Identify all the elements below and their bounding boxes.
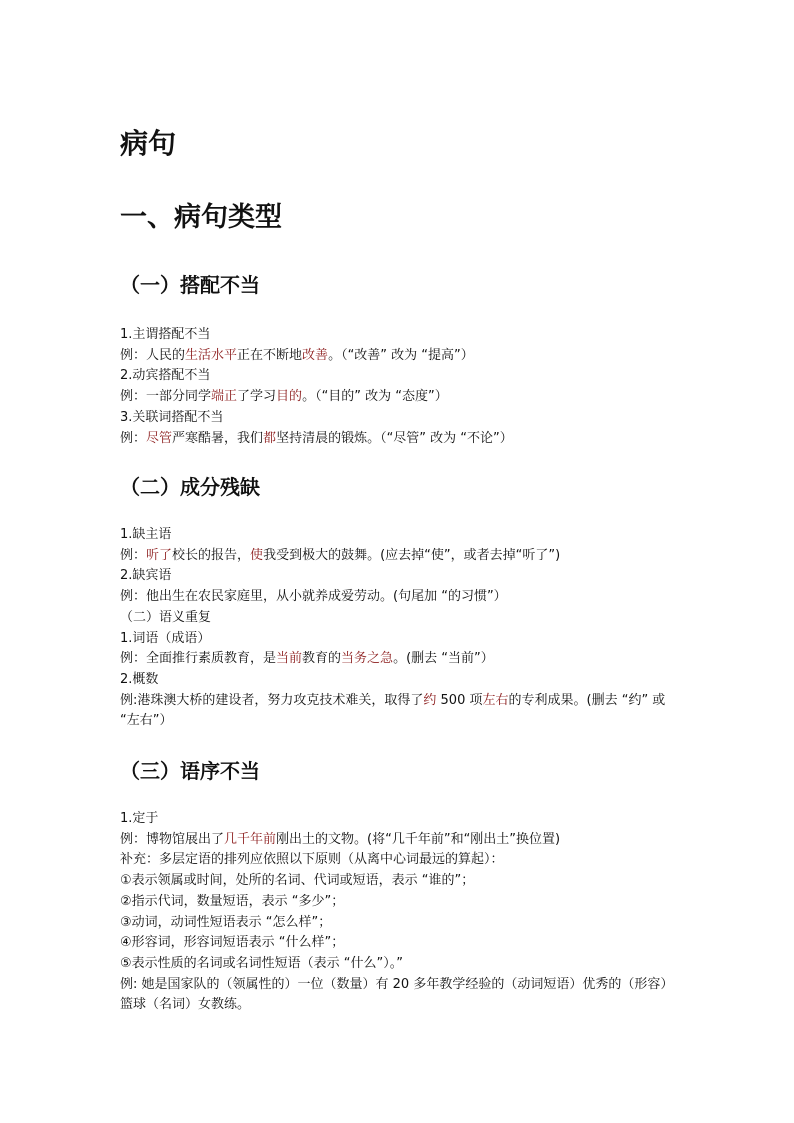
text-segment: 补充：多层定语的排列应依照以下原则（从离中心词最远的算起）：	[120, 852, 504, 868]
subsection-heading-mismatch: （一）搭配不当	[120, 273, 260, 297]
section-heading-types: 一、病句类型	[120, 202, 282, 233]
text-line	[120, 892, 680, 913]
text-segment: 我受到极大的鼓舞。(应去掉“使”，或者去掉“听了”)	[263, 547, 561, 563]
subsection-heading-missing: （二）成分残缺	[120, 475, 260, 499]
text-segment: 的专利成果。(删去 “约” 或 “左右”）	[120, 692, 666, 729]
text-segment: ③动词，动词性短语表示 “怎么样”；	[120, 914, 332, 930]
highlighted-phrase: 都	[263, 430, 277, 446]
highlighted-phrase: 目的	[276, 389, 303, 405]
text-segment: 1.定于	[120, 811, 159, 826]
text-segment: （二）语义重复	[120, 609, 212, 625]
text-line	[120, 691, 680, 732]
subsection-heading-order: （三）语序不当	[120, 759, 260, 783]
highlighted-phrase: 约	[423, 692, 437, 708]
highlighted-phrase: 使	[250, 547, 264, 563]
text-line	[120, 525, 680, 546]
text-segment: 例：博物馆展出了	[120, 831, 225, 847]
subsection-body-mismatch	[120, 325, 680, 449]
text-line	[120, 809, 680, 830]
text-segment: ①表示领属或时间，处所的名词、代词或短语，表示 “谁的”；	[120, 873, 475, 889]
highlighted-phrase: 端正	[211, 389, 238, 405]
text-line	[120, 608, 680, 629]
subsection-body-order	[120, 809, 680, 1016]
text-line	[120, 850, 680, 871]
text-segment: 例:港珠澳大桥的建设者，努力攻克技术难关，取得了	[120, 692, 424, 708]
text-segment: 1.缺主语	[120, 527, 172, 542]
text-segment: 1.词语（成语）	[120, 630, 211, 646]
text-segment: 例：	[120, 430, 147, 446]
subsection-body-missing	[120, 525, 680, 732]
text-segment: 。(删去 “当前”）	[393, 651, 494, 667]
text-line	[120, 366, 680, 387]
text-segment: 校长的报告，	[172, 547, 251, 563]
text-segment: 例：人民的	[120, 347, 186, 363]
text-line	[120, 830, 680, 851]
highlighted-phrase: 生活水平	[185, 347, 238, 363]
text-line	[120, 587, 680, 608]
text-segment: 坚持清晨的锻炼。（“尽管” 改为 “不论”）	[276, 430, 513, 446]
highlighted-phrase: 改善	[302, 347, 329, 363]
highlighted-phrase: 左右	[482, 692, 509, 708]
text-segment: 严寒酷暑，我们	[172, 430, 264, 446]
text-segment: 500 项	[436, 692, 483, 708]
text-segment: 教育的	[302, 651, 342, 667]
text-line	[120, 387, 680, 408]
text-segment: 例：	[120, 547, 147, 563]
text-segment: 2.概数	[120, 671, 159, 687]
text-segment: ⑤表示性质的名词或名词性短语（表示 “什么”）。”	[120, 955, 403, 971]
text-segment: 1.主谓搭配不当	[120, 327, 211, 342]
text-line	[120, 346, 680, 367]
highlighted-phrase: 尽管	[146, 430, 173, 446]
text-segment: 刚出土的文物。(将“几千年前”和“刚出土”换位置)	[276, 831, 561, 847]
text-line	[120, 913, 680, 934]
text-line	[120, 871, 680, 892]
text-segment: 2.动宾搭配不当	[120, 368, 211, 384]
text-line	[120, 670, 680, 691]
text-segment: 了学习	[237, 389, 277, 405]
highlighted-phrase: 几千年前	[224, 831, 277, 847]
text-line	[120, 954, 680, 975]
text-segment: 。（“改善” 改为 “提高”）	[328, 347, 474, 363]
text-line	[120, 649, 680, 670]
text-line	[120, 429, 680, 450]
text-segment: ④形容词，形容词短语表示 “什么样”；	[120, 935, 345, 951]
text-segment: 例：全面推行素质教育，是	[120, 651, 277, 667]
text-segment: 例：他出生在农民家庭里，从小就养成爱劳动。(句尾加 “的习惯”）	[120, 589, 507, 605]
text-segment: 正在不断地	[237, 347, 303, 363]
text-line	[120, 629, 680, 650]
highlighted-phrase: 当务之急	[341, 651, 394, 667]
text-segment: 。（“目的” 改为 “态度”）	[302, 389, 448, 405]
highlighted-phrase: 当前	[276, 651, 303, 667]
highlighted-phrase: 听了	[146, 547, 173, 563]
text-line	[120, 546, 680, 567]
text-line	[120, 933, 680, 954]
text-segment: 3.关联词搭配不当	[120, 409, 224, 425]
text-line	[120, 566, 680, 587]
text-line	[120, 408, 680, 429]
text-segment: 例: 她是国家队的（领属性的）一位（数量）有 20 多年教学经验的（动词短语）优秀的（形容）篮球（名词）女教练。	[120, 976, 674, 1013]
text-line	[120, 325, 680, 346]
text-segment: 2.缺宾语	[120, 568, 172, 584]
page-title: 病句	[120, 127, 177, 160]
text-line	[120, 975, 680, 1016]
text-segment: 例：一部分同学	[120, 389, 212, 405]
text-segment: ②指示代词，数量短语，表示 “多少”；	[120, 893, 345, 909]
